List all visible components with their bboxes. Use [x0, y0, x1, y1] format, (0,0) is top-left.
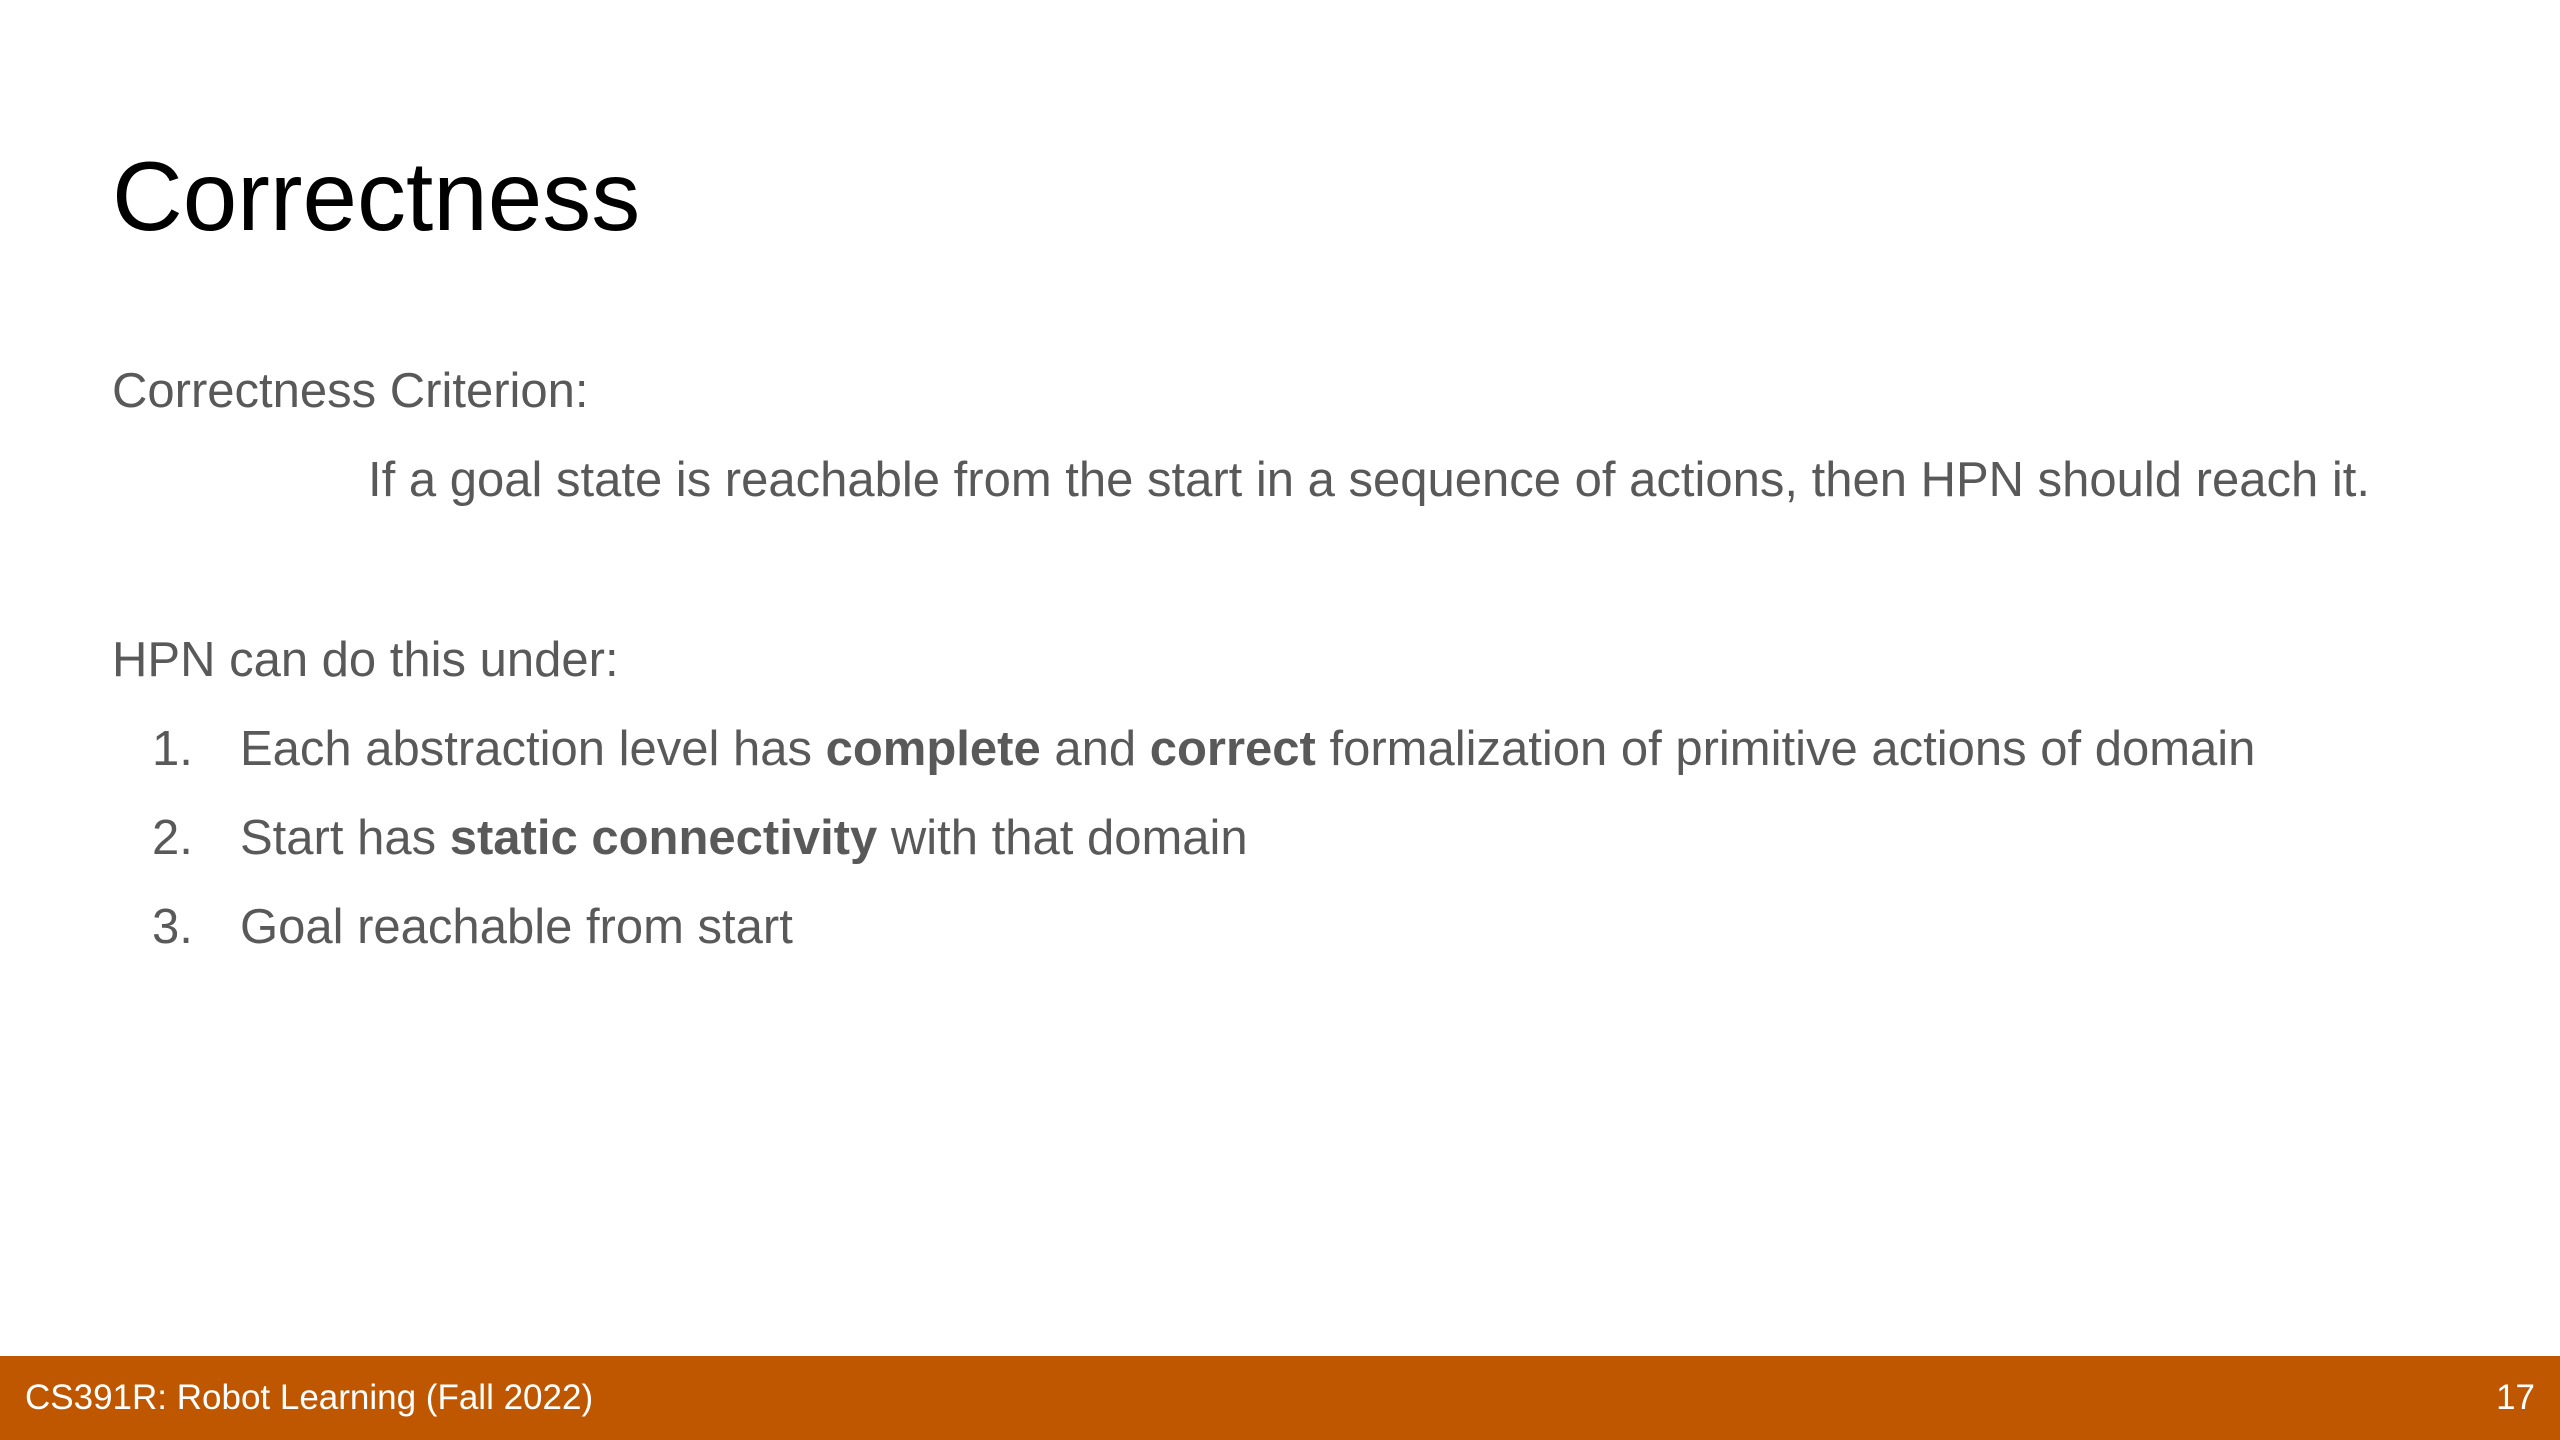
condition-number: 1. [152, 722, 193, 776]
criterion-label: Correctness Criterion: [112, 364, 589, 418]
condition-segment: and [1040, 722, 1150, 776]
footer-course-title: CS391R: Robot Learning (Fall 2022) [25, 1378, 594, 1417]
condition-segment: Start has [240, 811, 450, 865]
condition-segment: formalization of primitive actions of domain [1315, 722, 2256, 776]
slide-title: Correctness [112, 141, 641, 251]
criterion-statement: If a goal state is reachable from the start in a sequence of actions, then HPN should reach it. [368, 453, 2370, 507]
condition-emphasis: static connectivity [449, 811, 878, 865]
condition-number: 2. [152, 811, 193, 865]
slide-page-number: 17 [2496, 1378, 2535, 1417]
condition-segment: Goal reachable from start [240, 900, 793, 954]
condition-text [240, 809, 1248, 868]
footer-bar [0, 1356, 2560, 1440]
conditions-label: HPN can do this under: [112, 633, 619, 687]
condition-text [240, 898, 793, 957]
condition-number: 3. [152, 900, 193, 954]
condition-segment: Each abstraction level has [240, 722, 826, 776]
condition-emphasis: complete [825, 722, 1041, 776]
condition-text [240, 720, 2255, 779]
condition-segment: with that domain [877, 811, 1248, 865]
condition-emphasis: correct [1149, 722, 1316, 776]
